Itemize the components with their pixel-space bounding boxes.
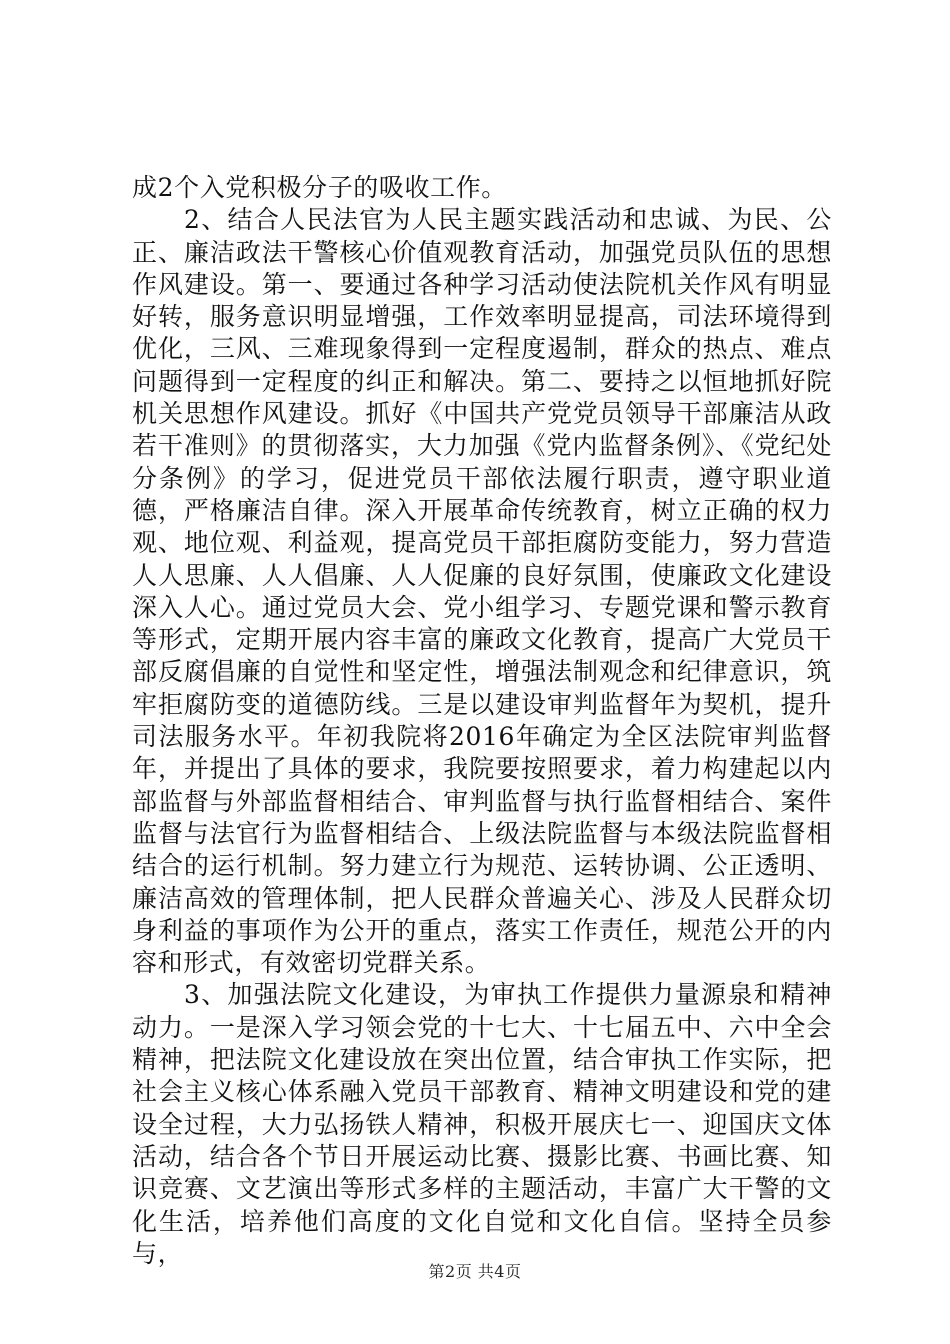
page-indicator: 第2页 共4页 bbox=[428, 1262, 522, 1281]
paragraph-3: 3、加强法院文化建设，为审执工作提供力量源泉和精神动力。一是深入学习领会党的十七大、十七届五中、六中全会精神，把法院文化建设放在突出位置，结合审执工作实际，把社会主义核心体系融入党员干部教育、精神文明建设和党的建设全过程，大力弘扬铁人精神，积极开展庆七一、迎国庆文体活动，结合各个节日开展运动比赛、摄影比赛、书画比赛、知识竞赛、文艺演出等形式多样的主题活动，丰富广大干警的文化生活，培养他们高度的文化自觉和文化自信。坚持全员参与， bbox=[132, 980, 832, 1268]
document-body bbox=[132, 172, 832, 1270]
paragraph-1: 成2个入党积极分子的吸收工作。 bbox=[132, 173, 507, 202]
page-footer bbox=[0, 1262, 950, 1282]
paragraph-2: 2、结合人民法官为人民主题实践活动和忠诚、为民、公正、廉洁政法干警核心价值观教育活动，加强党员队伍的思想作风建设。第一、要通过各种学习活动使法院机关作风有明显好转，服务意识明显增强，工作效率明显提高，司法环境得到优化，三风、三难现象得到一定程度遏制，群众的热点、难点问题得到一定程度的纠正和解决。第二、要持之以恒地抓好院机关思想作风建设。抓好《中国共产党党员领导干部廉洁从政若干准则》的贯彻落实，大力加强《党内监督条例》、《党纪处分条例》的学习，促进党员干部依法履行职责，遵守职业道德，严格廉洁自律。深入开展革命传统教育，树立正确的权力观、地位观、利益观，提高党员干部拒腐防变能力，努力营造人人思廉、人人倡廉、人人促廉的良好氛围，使廉政文化建设深入人心。通过党员大会、党小组学习、专题党课和警示教育等形式，定期开展内容丰富的廉政文化教育，提高广大党员干部反腐倡廉的自觉性和坚定性，增强法制观念和纪律意识，筑牢拒腐防变的道德防线。三是以建设审判监督年为契机，提升司法服务水平。年初我院将2016年确定为全区法院审判监督年，并提出了具体的要求，我院要按照要求，着力构建起以内部监督与外部监督相结合、审判监督与执行监督相结合、案件监督与法官行为监督相结合、上级法院监督与本级法院监督相结合的运行机制。努力建立行为规范、运转协调、公正透明、廉洁高效的管理体制，把人民群众普遍关心、涉及人民群众切身利益的事项作为公开的重点，落实工作责任，规范公开的内容和形式，有效密切党群关系。 bbox=[132, 205, 832, 978]
